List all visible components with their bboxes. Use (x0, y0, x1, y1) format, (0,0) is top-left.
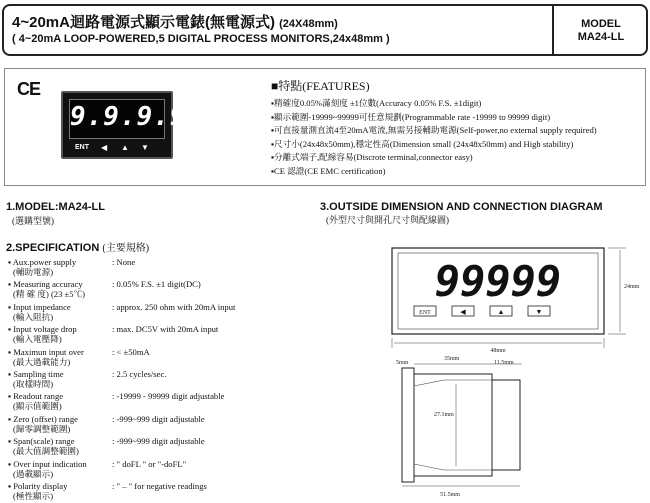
dim-27mm-label: 27.1mm (434, 412, 454, 418)
title-size: (24X48mm) (279, 18, 338, 30)
side-view-housing (414, 374, 492, 476)
side-view-bezel (402, 368, 414, 482)
feature-item: ▪顯示範圍-19999~99999可任意規劃(Programmable rate -19999 to 99999 digit) (271, 111, 551, 122)
spec-label-cn: (精 確 度) (23 ±5℃) (13, 289, 86, 300)
header-box (2, 4, 648, 56)
spec-label-cn: (最大過載能力) (13, 356, 71, 367)
dim-35mm-label: 35mm (444, 356, 460, 362)
section1-subtitle: (選購型號) (12, 216, 54, 226)
spec-label: ▪ Maximun input over (8, 346, 84, 357)
title-main: 4~20mA迴路電源式顯示電錶(無電源式) (12, 14, 275, 31)
spec-row (8, 391, 318, 413)
spec-value: : " doFL " or "-doFL" (112, 458, 187, 469)
spec-value: : approx. 250 ohm with 20mA input (112, 301, 236, 312)
spec-label-cn: (輸入電壓降) (13, 334, 62, 345)
header-divider (552, 6, 554, 54)
left-arrow-icon: ◀ (460, 308, 466, 316)
model-box (556, 18, 646, 44)
features-box (4, 68, 646, 186)
spec-label-cn: (極性顯示) (13, 491, 54, 501)
spec-value: : max. DC5V with 20mA input (112, 324, 219, 335)
spec-label: ▪ Sampling time (8, 369, 64, 379)
spec-label: ▪ Measuring accuracy (8, 279, 83, 290)
dim-width-label: 48mm (490, 348, 506, 354)
dim-5mm-label: 5mm (396, 360, 409, 366)
dimension-diagram (326, 228, 648, 501)
spec-value: : -999~999 digit adjustable (112, 413, 205, 424)
spec-value: : " – " for negative readings (112, 481, 207, 491)
spec-value: : -999~999 digit adjustable (112, 436, 205, 447)
spec-label-cn: (過載顯示) (13, 468, 54, 479)
spec-value: : < ±50mA (112, 346, 150, 357)
spec-value: : None (112, 257, 136, 267)
feature-item: ▪可直接量測直流4至20mA電流,無需另接輔助電源(Self-power,no external supply required) (271, 125, 597, 135)
spec-label-cn: (歸零調整範圍) (13, 423, 71, 434)
spec-row (8, 459, 318, 481)
section2-title-cn: (主要規格) (102, 243, 150, 254)
spec-label: ▪ Zero (offset) range (8, 413, 78, 424)
dim-height-label: 24mm (624, 284, 640, 290)
feature-item: ▪精確度0.05%滿刻度 ±1位數(Accuracy 0.05% F.S. ±1digit) (271, 98, 482, 108)
down-arrow-icon: ▼ (535, 308, 543, 316)
spec-row (8, 257, 318, 279)
meter-ent-key: ENT (75, 144, 89, 151)
meter-display-digits: 9.9.9.9.9 (70, 102, 220, 132)
front-view-digits: 99999 (434, 257, 562, 306)
page-subtitle: ( 4~20mA LOOP-POWERED,5 DIGITAL PROCESS MONITORS,24x48mm ) (12, 33, 390, 45)
left-arrow-icon: ◀ (101, 143, 108, 152)
features-title: ■特點(FEATURES) (271, 79, 370, 93)
section1-title: 1.MODEL:MA24-LL (6, 201, 105, 213)
spec-label-cn: (取樣時間) (13, 379, 54, 389)
ce-mark-icon: CE (17, 79, 41, 99)
up-arrow-icon: ▲ (497, 308, 505, 316)
spec-label-cn: (輸入阻抗) (13, 311, 54, 322)
page-title (12, 11, 338, 32)
up-arrow-icon: ▲ (121, 143, 129, 152)
feature-item: ▪CE 認證(CE EMC certification) (271, 165, 386, 176)
spec-label: ▪ Span(scale) range (8, 436, 75, 447)
spec-row (8, 279, 318, 301)
feature-item: ▪分離式端子,配線容易(Discrote terminal,connector easy) (271, 152, 473, 162)
spec-row (8, 302, 318, 324)
spec-row (8, 436, 318, 458)
spec-row (8, 369, 318, 391)
meter-photo (61, 91, 220, 159)
feature-item: ▪尺寸小(24x48x50mm),穩定性高(Dimension small (24x48x50mm) and High stability) (271, 138, 574, 149)
section2-title (6, 239, 149, 254)
spec-value: : 2.5 cycles/sec. (112, 369, 167, 379)
spec-row (8, 324, 318, 346)
dim-51mm-label: 51.5mm (440, 492, 460, 498)
spec-label: ▪ Polarity display (8, 481, 68, 491)
model-value: MA24-LL (577, 31, 625, 43)
model-label: MODEL (581, 18, 621, 30)
side-view-terminal (492, 380, 520, 470)
spec-row (8, 414, 318, 436)
features-list (271, 97, 597, 178)
spec-label: ▪ Readout range (8, 391, 64, 402)
spec-value: : -19999 - 99999 digit adjustable (112, 391, 225, 402)
spec-label-cn: (最大值調整範圍) (13, 446, 79, 457)
meter-display-window (69, 99, 220, 139)
spec-label: ▪ Over input indication (8, 458, 87, 469)
section3-subtitle: (外型尺寸與開孔尺寸與配線圖) (326, 215, 449, 225)
front-ent-label: ENT (419, 310, 431, 316)
down-arrow-icon: ▼ (141, 143, 149, 152)
spec-row (8, 481, 318, 503)
spec-label-cn: (輔助電源) (13, 267, 54, 277)
section2-title-en: 2.SPECIFICATION (6, 242, 100, 254)
spec-label: ▪ Input impedance (8, 301, 71, 312)
dim-11mm-label: 11.5mm (494, 360, 514, 366)
spec-label-cn: (顯示值範圍) (13, 401, 62, 412)
spec-row (8, 347, 318, 369)
spec-label: ▪ Aux.power supply (8, 257, 77, 267)
spec-label: ▪ Input voltage drop (8, 324, 77, 335)
section3-title: 3.OUTSIDE DIMENSION AND CONNECTION DIAGRAM (320, 201, 603, 213)
spec-value: : 0.05% F.S. ±1 digit(DC) (112, 279, 201, 290)
